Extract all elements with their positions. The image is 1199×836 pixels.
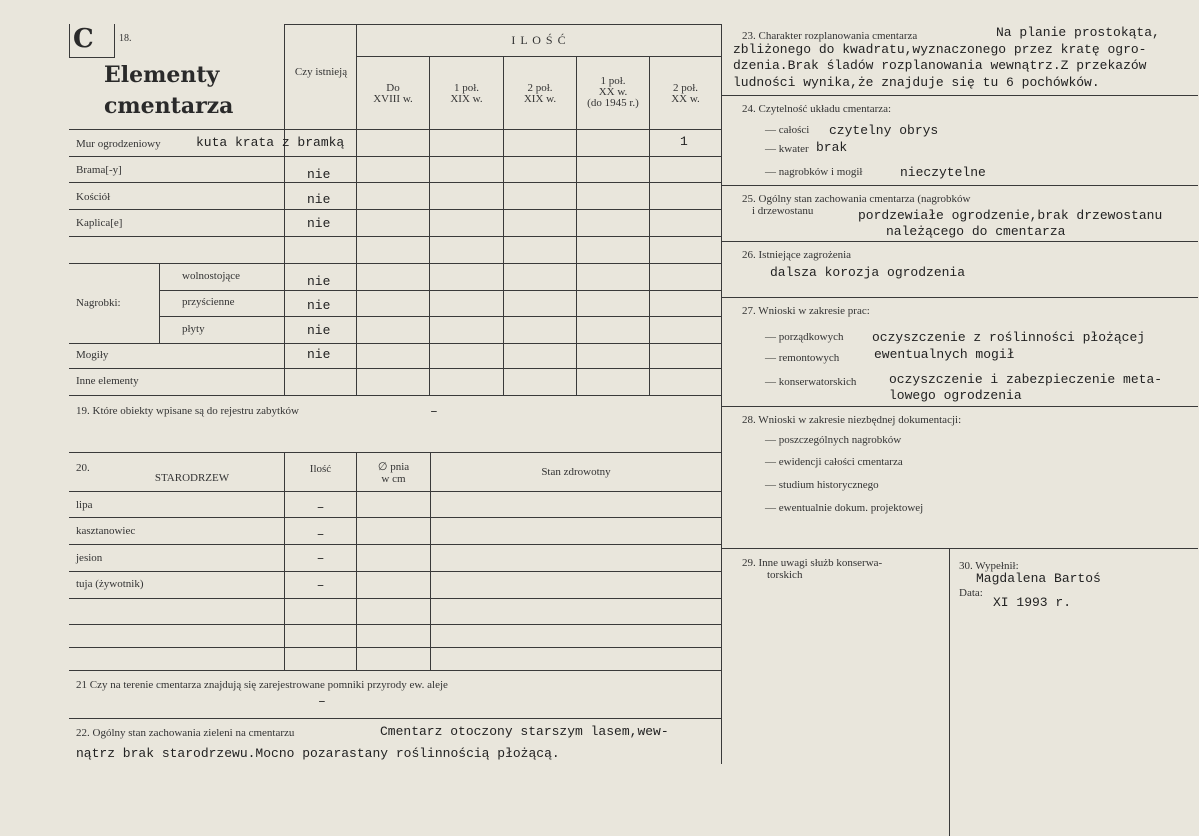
row-label-plyty: płyty xyxy=(182,323,205,335)
plyty-exists: nie xyxy=(307,323,331,338)
row-label-przysc: przyścienne xyxy=(182,296,235,308)
rule xyxy=(69,452,722,453)
konserw-value-1: oczyszczenie i zabezpieczenie meta- xyxy=(889,372,1163,387)
period-line: XX w. xyxy=(598,86,628,98)
doc-item-1: — ewidencji całości cmentarza xyxy=(765,456,903,468)
card-letter: C xyxy=(73,24,94,54)
rule xyxy=(69,209,722,210)
ilosc-header: I L O Ś Ć xyxy=(511,33,567,47)
calosci-value: czytelny obrys xyxy=(829,123,939,138)
row-label-mur: Mur ogrodzeniowy xyxy=(76,138,161,150)
col-line xyxy=(649,56,650,396)
period-line: XIX w. xyxy=(523,93,557,105)
remont-value: ewentualnych mogił xyxy=(874,347,1015,362)
mur-typed: kuta krata z bramką xyxy=(196,135,345,150)
period-line: (do 1945 r.) xyxy=(587,97,639,109)
rule xyxy=(69,647,722,648)
kwater-value: brak xyxy=(816,140,848,155)
brama-exists: nie xyxy=(307,167,331,182)
section-24-label: 24. Czytelność układu cmentarza: xyxy=(742,103,892,115)
rule xyxy=(69,544,722,545)
row-label-brama: Brama[-y] xyxy=(76,164,122,176)
rule xyxy=(69,156,722,157)
filled-by-name: Magdalena Bartoś xyxy=(976,571,1101,586)
nagrobkow-label: — nagrobków i mogił xyxy=(765,166,863,178)
col-line xyxy=(503,56,504,396)
mogily-exists: nie xyxy=(307,347,331,362)
section-21-label: 21 Czy na terenie cmentarza znajdują się zarejestrowane pomniki przyrody ew. aleje xyxy=(76,679,448,691)
rule xyxy=(69,670,722,671)
rule xyxy=(721,95,1198,96)
rule xyxy=(69,236,722,237)
date-value: XI 1993 r. xyxy=(993,595,1072,610)
tree-qty-2: – xyxy=(316,551,325,566)
section-28-label: 28. Wnioski w zakresie niezbędnej dokumentacji: xyxy=(742,414,962,426)
rule xyxy=(159,316,722,317)
section-26-typed: dalsza korozja ogrodzenia xyxy=(770,265,966,280)
calosci-label: — całości xyxy=(765,124,810,136)
tree-name-2: jesion xyxy=(76,552,103,564)
rule xyxy=(721,241,1198,242)
section-25-label-1: 25. Ogólny stan zachowania cmentarza (nagrobków xyxy=(742,193,971,205)
period-line: XVIII w. xyxy=(373,93,413,105)
col-stan: Stan zdrowotny xyxy=(541,466,611,478)
kosciol-exists: nie xyxy=(307,192,331,207)
rule xyxy=(69,598,722,599)
col-pnia-line2: w cm xyxy=(381,473,406,485)
period-line: 1 poł. xyxy=(453,82,480,94)
row-label-wolno: wolnostojące xyxy=(182,270,241,282)
rule xyxy=(721,406,1198,407)
c-box-bottom xyxy=(69,57,115,58)
rule xyxy=(69,343,722,344)
section-23-typed-3: dzenia.Brak śladów rozplanowania wewnątrz.Z przekazów xyxy=(733,58,1147,73)
section-23-typed-2: zbliżonego do kwadratu,wyznaczonego przez kratę ogro- xyxy=(733,42,1147,57)
section-22-typed-1: Cmentarz otoczony starszym lasem,wew- xyxy=(380,724,669,739)
section-23-typed-4: ludności wynika,że znajduje się tu 6 pochówków. xyxy=(733,75,1100,90)
period-line: Do xyxy=(386,82,400,94)
tree-name-1: kasztanowiec xyxy=(76,525,136,537)
konserw-value-2: lowego ogrodzenia xyxy=(889,388,1022,403)
nagrobkow-value: nieczytelne xyxy=(900,165,986,180)
c-box-left xyxy=(69,24,70,58)
section-21-value: – xyxy=(318,694,326,709)
rule xyxy=(721,548,1198,549)
section-27-label: 27. Wnioski w zakresie prac: xyxy=(742,305,870,317)
rule xyxy=(69,491,722,492)
section-23-typed-1: Na planie prostokąta, xyxy=(996,25,1160,40)
porz-value: oczyszczenie z roślinności płożącej xyxy=(872,330,1146,345)
col-line xyxy=(159,264,160,344)
remont-label: — remontowych xyxy=(765,352,840,364)
konserw-label: — konserwatorskich xyxy=(765,376,857,388)
center-divider xyxy=(721,24,722,764)
rule xyxy=(69,571,722,572)
rule xyxy=(284,24,722,25)
section-23-label: 23. Charakter rozplanowania cmentarza xyxy=(742,30,918,42)
row-label-inne: Inne elementy xyxy=(76,375,139,387)
rule xyxy=(159,290,722,291)
mur-qty-2pol-xx: 1 xyxy=(680,134,688,149)
rule xyxy=(69,517,722,518)
tree-qty-1: – xyxy=(316,527,325,542)
period-line: 2 poł. xyxy=(672,82,699,94)
tree-qty-0: – xyxy=(316,500,325,515)
c-box-right xyxy=(114,24,115,58)
period-line: XIX w. xyxy=(450,93,483,105)
row-label-kaplica: Kaplica[e] xyxy=(76,217,123,229)
col-ilosc: Ilość xyxy=(309,463,332,475)
section-25-typed-2: należącego do cmentarza xyxy=(886,224,1066,239)
section-18-title-line1: Elementy xyxy=(104,62,220,88)
przysc-exists: nie xyxy=(307,298,331,313)
period-line: XX w. xyxy=(671,93,700,105)
section-25-typed-1: pordzewiałe ogrodzenie,brak drzewostanu xyxy=(858,208,1163,223)
rule xyxy=(69,395,722,396)
doc-item-0: — poszczególnych nagrobków xyxy=(765,434,902,446)
section-19-value: – xyxy=(430,404,438,419)
col-line xyxy=(356,24,357,396)
section-29-label-1: 29. Inne uwagi służb konserwa- xyxy=(742,557,883,569)
rule xyxy=(69,129,722,130)
section-25-label-2: i drzewostanu xyxy=(752,205,814,217)
col-pnia-line1: ∅ pnia xyxy=(377,461,410,473)
rule xyxy=(721,297,1198,298)
exists-header: Czy istnieją xyxy=(294,66,348,78)
section-19-label: 19. Które obiekty wpisane są do rejestru zabytków xyxy=(76,405,299,417)
col-line xyxy=(429,56,430,396)
row-label-kosciol: Kościół xyxy=(76,191,111,203)
doc-item-3: — ewentualnie dokum. projektowej xyxy=(765,502,924,514)
tree-name-0: lipa xyxy=(76,499,93,511)
doc-item-2: — studium historycznego xyxy=(765,479,879,491)
starodrzew-title: STARODRZEW xyxy=(154,472,230,484)
rule xyxy=(356,56,722,57)
porz-label: — porządkowych xyxy=(765,331,844,343)
kaplica-exists: nie xyxy=(307,216,331,231)
section-22-label: 22. Ogólny stan zachowania zieleni na cmentarzu xyxy=(76,727,295,739)
col-line xyxy=(430,452,431,670)
tree-name-3: tuja (żywotnik) xyxy=(76,578,144,590)
col-line xyxy=(284,24,285,396)
rule xyxy=(721,185,1198,186)
period-line: 1 poł. xyxy=(600,75,626,87)
tree-qty-3: – xyxy=(316,578,325,593)
section-26-label: 26. Istniejące zagrożenia xyxy=(742,249,852,261)
period-line: 2 poł. xyxy=(527,82,553,94)
col-line xyxy=(949,548,950,836)
section-18-title-line2: cmentarza xyxy=(104,93,234,119)
section-18-number: 18. xyxy=(119,33,132,44)
rule xyxy=(69,718,722,719)
rule xyxy=(69,624,722,625)
section-20-number: 20. xyxy=(76,462,90,474)
date-label: Data: xyxy=(959,587,983,599)
row-label-nagrobki: Nagrobki: xyxy=(76,297,121,309)
kwater-label: — kwater xyxy=(765,143,809,155)
section-22-typed-2: nątrz brak starodrzewu.Mocno pozarastany roślinnością płożącą. xyxy=(76,746,560,761)
rule xyxy=(69,368,722,369)
wolno-exists: nie xyxy=(307,274,331,289)
rule xyxy=(69,182,722,183)
section-30-label: 30. Wypełnił: xyxy=(959,560,1019,572)
section-29-label-2: torskich xyxy=(767,569,803,581)
row-label-mogily: Mogiły xyxy=(76,349,109,361)
rule xyxy=(69,263,722,264)
